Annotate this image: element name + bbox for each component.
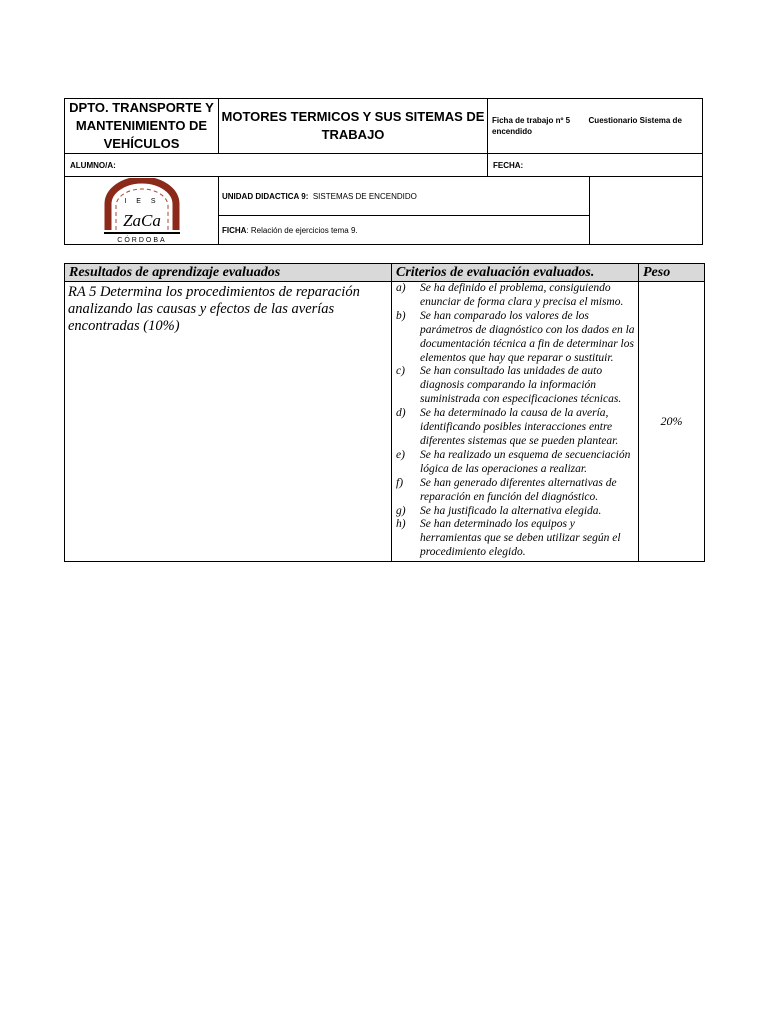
logo-icon [104,178,180,244]
unit-label: UNIDAD DIDACTICA 9 [222,191,306,201]
student-label: ALUMNO/A: [70,160,116,170]
date-field[interactable] [488,154,703,177]
criteria-table [64,263,705,562]
col-header-criteria: Criterios de evaluación evaluados. [392,264,639,282]
weight-value: 20% [639,282,705,562]
logo-city: CÓRDOBA [116,236,167,244]
student-field[interactable] [65,154,488,177]
logo-top-text: I E S [123,197,160,205]
criterion-item: d) Se ha determinado la causa de la avería, identificando posibles interacciones entre diferentes sistemas que se pueden plantear. [396,407,619,447]
unit-value: SISTEMAS DE ENCENDIDO [312,191,417,201]
learning-result: RA 5 Determina los procedimientos de reparación analizando las causas y efectos de las averías encontradas (10%) [65,282,392,562]
worksheet-title: Cuestionario Sistema de encendido [492,116,682,136]
unit-cell: UNIDAD DIDACTICA 9: SISTEMAS DE ENCENDIDO FICHA: Relación de ejercicios tema 9. [219,177,590,245]
worksheet-info [488,99,703,154]
criterion-item: b) Se han comparado los valores de los parámetros de diagnóstico con los dados en la documentación técnica a fin de determinar los elementos que hay que reparar o sustituir. [396,309,635,364]
criterion-item: g) Se ha justificado la alternativa elegida. [396,504,602,517]
ficha-label: FICHA [222,225,247,235]
criterion-item: f) Se han generado diferentes alternativas de reparación en función del diagnóstico. [396,476,617,503]
criterion-item: e) Se ha realizado un esquema de secuenciación lógica de las operaciones a realizar. [396,448,631,475]
ficha-value: Relación de ejercicios tema 9. [250,225,358,235]
department-name: DPTO. TRANSPORTE Y MANTENIMIENTO DE VEHÍCULOS [65,99,219,154]
school-logo [65,177,219,245]
module-title: MOTORES TERMICOS Y SUS SITEMAS DE TRABAJO [219,99,488,154]
criterion-item: a) Se ha definido el problema, consiguiendo enunciar de forma clara y precisa el mismo. [396,282,624,308]
date-label: FECHA: [493,160,524,170]
empty-cell [590,177,703,245]
worksheet-label: Ficha de trabajo nº 5 [492,116,571,125]
header-table [64,98,703,245]
col-header-weight: Peso [639,264,705,282]
criterion-item: h) Se han determinado los equipos y herramientas que se deben utilizar según el procedimiento elegido. [396,518,621,559]
criteria-list [392,282,639,562]
col-header-results: Resultados de aprendizaje evaluados [65,264,392,282]
logo-name: ZaCa [122,210,161,230]
criterion-item: c) Se han consultado las unidades de auto diagnosis comparando la información suministrada con especificaciones técnicas. [396,365,622,406]
